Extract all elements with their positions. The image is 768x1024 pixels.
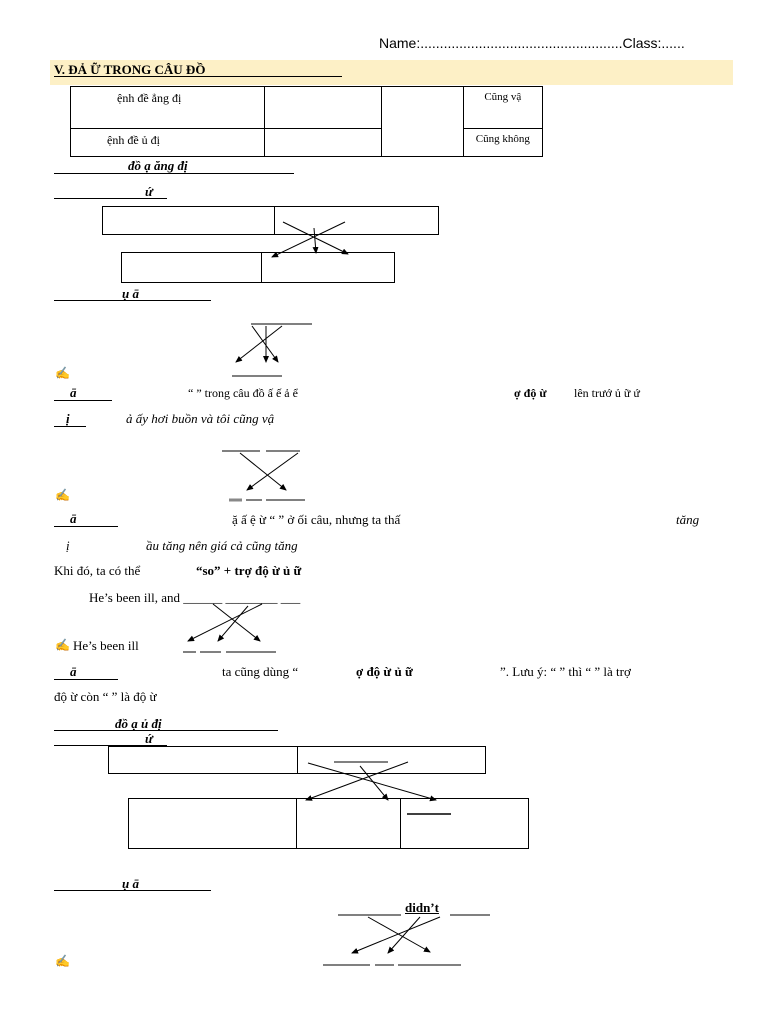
part1-sub2: ụ ā [122,286,139,301]
cell-affirmative-clause: ệnh đề ẳng đị [71,87,265,129]
rule3-bold: “so” + trợ độ ừ ủ ữ [196,563,302,578]
section-title: V. ĐẢ Ữ TRONG CÂU ĐỒ [54,62,206,77]
hand-icon-2: ✍ [55,488,70,502]
hand-icon-3: ✍ [55,638,70,652]
rule4-text: ta cũng dùng “ [222,664,299,679]
rule3-example: He’s been ill, and ______ ________ ___ [89,590,301,605]
hand-icon: ✍ [55,366,70,380]
rule2-ex-label: ị [66,538,70,553]
rule1-rest: lên trướ ủ ữ ứ [574,386,640,400]
rule4-bold: ợ độ ừ ủ ữ [356,664,413,679]
rule2-ex-text: ầu tăng nên giá cả cũng tăng [146,538,298,553]
cell-cung-vay: Cũng vậ [463,87,542,129]
cell-cung-khong: Cũng không [463,129,542,157]
part2-sub: ứ [145,731,153,746]
hand-icon-4: ✍ [55,954,70,968]
part2-heading: đồ ạ ủ đị [115,716,162,731]
rule1-ex-text: ả ấy hơi buồn và tôi cũng vậ [126,411,275,426]
part2-didnt: didn’t [405,900,439,915]
rule2-tail: tăng [676,512,700,527]
rule1-bold: ợ độ ừ [514,386,547,400]
rule4-line2: độ ừ còn “ ” là độ ừ [54,689,157,704]
rule1-label: ā [70,385,77,400]
part1-heading: đồ ạ ăng đị [128,158,188,173]
part1-sub: ứ [145,184,153,199]
rule3-answer: He’s been ill [73,638,139,653]
rule1-ex-label: ị [66,411,70,426]
rule2-text: ặ ấ ệ ừ “ ” ở ối câu, nhưng ta thấ [232,512,401,527]
cell-negative-clause: ệnh đề ủ đị [71,129,265,157]
part2-sub2: ụ ā [122,876,139,891]
rule4-label: ā [70,664,77,679]
name-class-line: Name:....................................................Class:...... [379,35,685,51]
rule4-rest: ”. Lưu ý: “ ” thì “ ” là trợ [500,664,631,679]
rule1-text: “ ” trong câu đồ ấ ế ả ể [188,386,298,400]
rule2-label: ā [70,511,77,526]
rule3-line: Khi đó, ta có thể [54,563,141,578]
